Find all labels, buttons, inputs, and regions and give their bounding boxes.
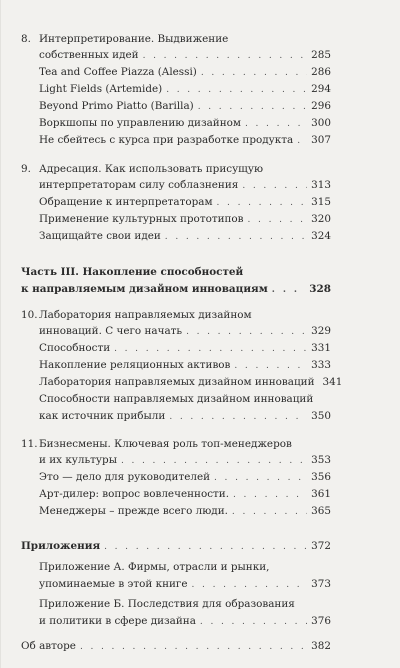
toc-entry: Это — дело для руководителей . . . 356 [39,471,331,485]
toc-entry: Beyond Primo Piatto (Barilla) . . . 296 [39,100,331,114]
leader-dots [217,197,308,210]
toc-entry: Light Fields (Artemide) . . . 294 [39,83,331,97]
leader-dots [114,343,307,356]
page-number: 356 [311,471,331,483]
page-number: 350 [311,410,331,422]
leader-dots [198,101,307,114]
leader-dots [248,214,308,227]
leader-dots [234,360,307,373]
page-number: 353 [311,454,331,466]
toc-entry: Накопление реляционных активов . . . 333 [39,359,331,373]
page-number: 324 [311,230,331,242]
toc-entry: Tea and Coffee Piazza (Alessi) . . . 286 [39,66,331,80]
part-title-line: к направляемым дизайном инновациям . . . 328 [21,283,331,297]
leader-dots [200,616,307,629]
page-number: 286 [311,66,331,78]
chapter-title: Адресация. Как использовать присущую [39,163,263,175]
leader-dots [80,641,307,654]
toc-entry: Лаборатория направляемых дизайном инноваций 341 [39,376,343,388]
leader-dots [245,118,307,131]
toc-entry: Арт-дилер: вопрос вовлеченности. . . . 361 [39,488,331,502]
leader-dots [169,411,307,424]
leader-dots [297,135,307,148]
toc-entry: Применение культурных прототипов . . . 320 [39,213,331,227]
page-number: 328 [309,283,331,295]
toc-appendices [21,540,331,554]
leader-dots [121,455,307,468]
toc-entry-multiline-cont: как источник прибыли . . . 350 [39,410,331,424]
part-title: Часть III. Накопление способностей [21,266,244,278]
chapter-number: 11. [21,438,38,450]
page-number: 341 [322,376,343,388]
chapter-title: Бизнесмены. Ключевая роль топ-менеджеров [39,438,292,450]
page-number: 307 [311,134,331,146]
page-number: 320 [311,213,331,225]
toc-entry-multiline: Способности направляемых дизайном инноваций [39,393,314,405]
page-number: 331 [311,342,331,354]
toc-entry: Менеджеры – прежде всего люди. . . . 365 [39,505,331,519]
chapter-title: Интерпретирование. Выдвижение [39,33,229,45]
chapter-number: 10. [21,309,38,321]
page-number: 372 [311,540,331,552]
page-number: 365 [311,505,331,517]
page-number: 333 [311,359,331,371]
leader-dots [232,506,307,519]
page-number: 329 [311,325,331,337]
leader-dots [186,326,307,339]
leader-dots [233,489,307,502]
toc-about-author: Об авторе . . . 382 [21,640,331,654]
toc-entry: Воркшопы по управлению дизайном . . . 300 [39,117,331,131]
leader-dots [192,579,308,592]
leader-dots [201,67,307,80]
toc-entry: Защищайте свои идеи . . . 324 [39,230,331,244]
toc-entry: Не сбейтесь с курса при разработке продукта . . . 307 [39,134,331,148]
page-number: 376 [311,615,331,627]
chapter-title-cont: инноваций. С чего начать [39,325,183,337]
chapter-title-cont: интерпретаторам силу соблазнения [39,179,239,191]
toc-entry: Способности . . . 331 [39,342,331,356]
chapter-title-cont: и их культуры [39,454,117,466]
leader-dots [214,472,307,485]
page-number: 361 [311,488,331,500]
toc-appendix-b-cont: и политики в сфере дизайна . . . 376 [39,615,331,629]
leader-dots [143,50,308,63]
page-number: 373 [311,578,331,590]
leader-dots [165,231,307,244]
chapter-number: 8. [21,33,31,45]
page-number: 296 [311,100,331,112]
page-number: 313 [311,179,331,191]
chapter-title-cont: собственных идей [39,49,139,61]
page-number: 300 [311,117,331,129]
chapter-number: 9. [21,163,31,175]
toc-appendix-b: Приложение Б. Последствия для образования [39,598,295,610]
page-number: 294 [311,83,331,95]
page-number: 285 [311,49,331,61]
toc-appendix-a-cont: упоминаемые в этой книге . . . 373 [39,578,331,592]
leader-dots [272,284,306,297]
chapter-title: Лаборатория направляемых дизайном [39,309,252,321]
appendices-title: Приложения [21,540,101,552]
leader-dots [104,541,307,554]
toc-appendix-a: Приложение А. Фирмы, отрасли и рынки, [39,561,270,573]
page-number: 382 [311,640,331,652]
leader-dots [166,84,307,97]
leader-dots [242,180,307,193]
toc-entry: Обращение к интерпретаторам . . . 315 [39,196,331,210]
page-number: 315 [311,196,331,208]
